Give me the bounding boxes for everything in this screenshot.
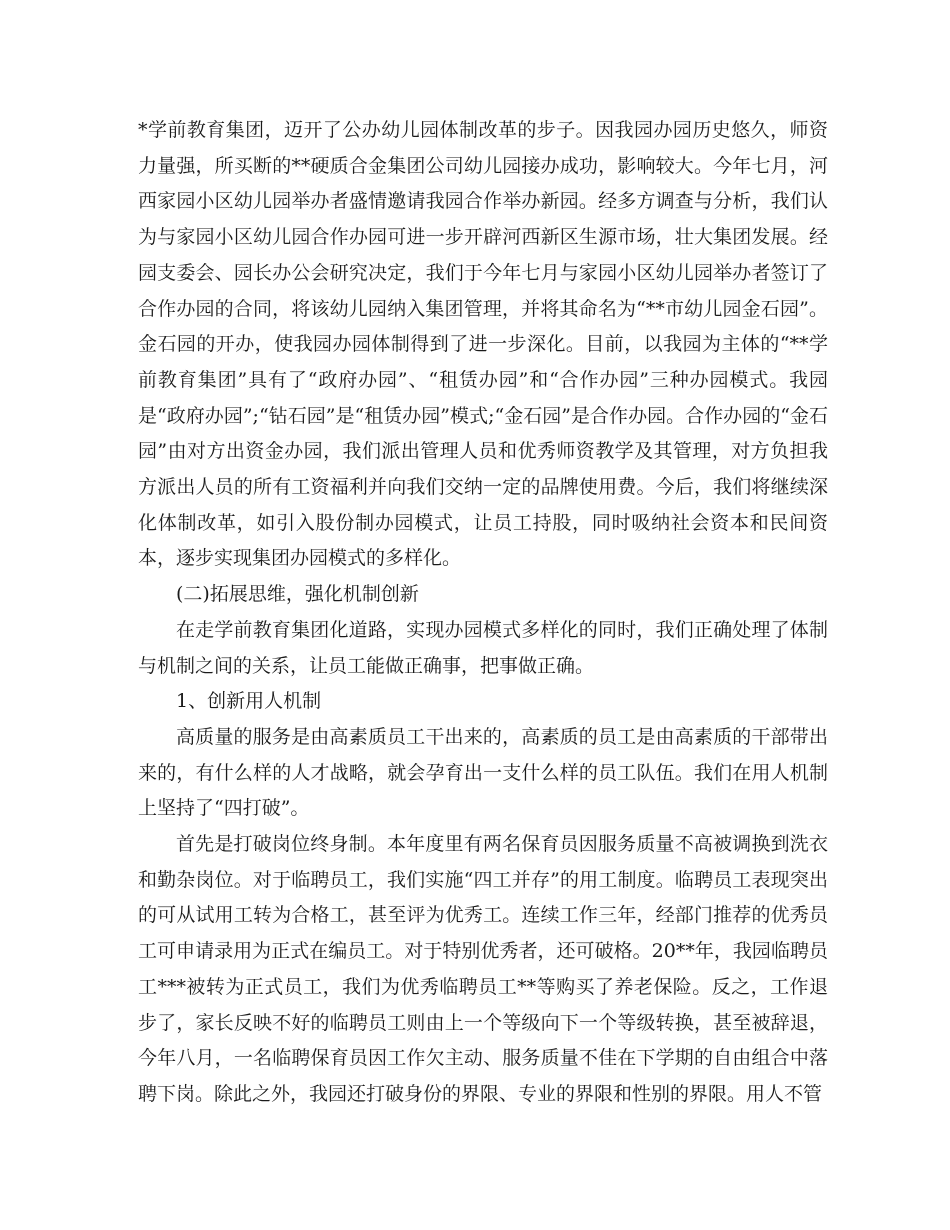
document-body	[138, 113, 828, 1113]
paragraph-1: *学前教育集团，迈开了公办幼儿园体制改革的步子。因我园办园历史悠久，师资力量强，所买断的**硬质合金集团公司幼儿园接办成功，影响较大。今年七月，河西家园小区幼儿园举办者盛情邀请我园合作举办新园。经多方调查与分析，我们认为与家园小区幼儿园合作办园可进一步开辟河西新区生源市场，壮大集团发展。经园支委会、园长办公会研究决定，我们于今年七月与家园小区幼儿园举办者签订了合作办园的合同，将该幼儿园纳入集团管理，并将其命名为“**市幼儿园金石园”。金石园的开办，使我园办园体制得到了进一步深化。目前，以我园为主体的“**学前教育集团”具有了“政府办园”、“租赁办园”和“合作办园”三种办园模式。我园是“政府办园”;“钻石园”是“租赁办园”模式;“金石园”是合作办园。合作办园的“金石园”由对方出资金办园，我们派出管理人员和优秀师资教学及其管理，对方负担我方派出人员的所有工资福利并向我们交纳一定的品牌使用费。今后，我们将继续深化体制改革，如引入股份制办园模式，让员工持股，同时吸纳社会资本和民间资本，逐步实现集团办园模式的多样化。	[138, 119, 828, 570]
paragraph-3: 在走学前教育集团化道路，实现办园模式多样化的同时，我们正确处理了体制与机制之间的关系，让员工能做正确事，把事做正确。	[138, 618, 828, 677]
section-heading-2: (二)拓展思维，强化机制创新	[176, 583, 419, 606]
paragraph-5: 高质量的服务是由高素质员工干出来的，高素质的员工是由高素质的干部带出来的，有什么样的人才战略，就会孕育出一支什么样的员工队伍。我们在用人机制上坚持了“四打破”。	[138, 725, 828, 820]
subsection-heading-1: 1、创新用人机制	[176, 690, 322, 713]
paragraph-6: 首先是打破岗位终身制。本年度里有两名保育员因服务质量不高被调换到洗衣和勤杂岗位。对于临聘员工，我们实施“四工并存”的用工制度。临聘员工表现突出的可从试用工转为合格工，甚至评为优秀工。连续工作三年，经部门推荐的优秀员工可申请录用为正式在编员工。对于特别优秀者，还可破格。20**年，我园临聘员工***被转为正式员工，我们为优秀临聘员工**等购买了养老保险。反之，工作退步了，家长反映不好的临聘员工则由上一个等级向下一个等级转换，甚至被辞退，今年八月，一名临聘保育员因工作欠主动、服务质量不佳在下学期的自由组合中落聘下岗。除此之外，我园还打破身份的界限、专业的界限和性别的界限。用人不管	[138, 833, 828, 1105]
